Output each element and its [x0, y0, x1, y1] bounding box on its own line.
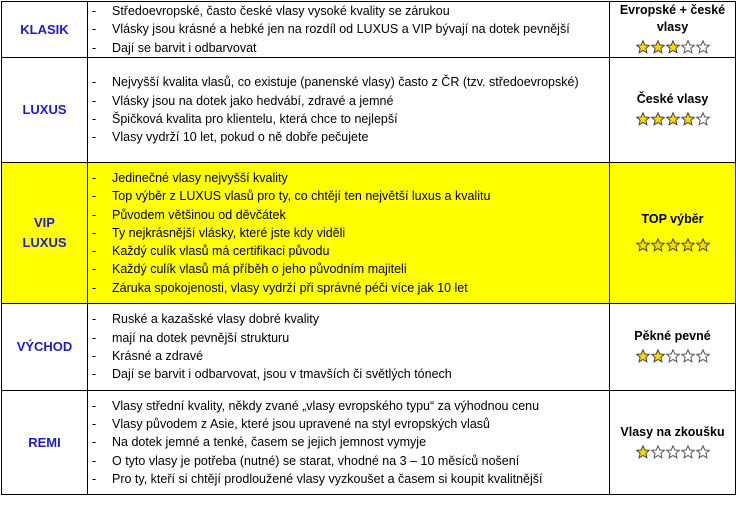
table-row-vychod [2, 304, 736, 391]
filled-star-icon [696, 238, 710, 252]
dash-bullet-icon: - [92, 75, 97, 90]
bullet-item [88, 206, 603, 224]
empty-star-icon [681, 40, 695, 54]
bullet-item [88, 169, 603, 187]
dash-bullet-icon: - [92, 130, 97, 145]
bullet-text: Vlasy vydrží 10 let, pokud o ně dobře pečujete [112, 130, 369, 145]
dash-bullet-icon: - [92, 40, 97, 55]
filled-star-icon [681, 112, 695, 126]
bullet-item [88, 415, 603, 433]
dash-bullet-icon: - [92, 207, 97, 222]
rating-cell [610, 58, 736, 163]
empty-star-icon [666, 349, 680, 363]
empty-star-icon [696, 112, 710, 126]
bullet-list [88, 73, 609, 146]
table-row-klasik [2, 2, 736, 58]
rating-cell [610, 2, 736, 58]
empty-star-icon [651, 445, 665, 459]
bullet-text: Pro ty, kteří si chtějí prodloužené vlasy vyzkoušet a časem si koupit kvalitnější [112, 471, 543, 486]
dash-bullet-icon: - [92, 312, 97, 327]
bullet-text: mají na dotek pevnější strukturu [112, 330, 290, 345]
category-remi [2, 391, 88, 495]
empty-star-icon [696, 349, 710, 363]
filled-star-icon [681, 238, 695, 252]
bullet-item [88, 329, 603, 347]
filled-star-icon [636, 238, 650, 252]
category-label: LUXUS [22, 102, 67, 117]
filled-star-icon [651, 40, 665, 54]
bullet-text: O tyto vlasy je potřeba (nutné) se starat, vhodné na 3 – 10 měsíců nošení [112, 453, 520, 468]
bullet-text: Jedinečné vlasy nejvyšší kvality [112, 170, 288, 185]
table-row-remi [2, 391, 736, 495]
bullet-item [88, 224, 603, 242]
dash-bullet-icon: - [92, 93, 97, 108]
category-klasik [2, 2, 88, 58]
dash-bullet-icon: - [92, 398, 97, 413]
empty-star-icon [666, 445, 680, 459]
bullet-text: Vlasy střední kvality, někdy zvané „vlasy evropského typu“ za výhodnou cenu [112, 398, 540, 413]
bullet-item [88, 20, 603, 38]
category-label: VIP LUXUS [22, 215, 67, 250]
rating-label: České vlasy [636, 92, 709, 106]
description-cell [88, 58, 610, 163]
bullet-text: Špičková kvalita pro klientelu, která chce to nejlepší [112, 112, 398, 126]
bullet-text: Původem většinou od děvčátek [112, 207, 286, 222]
category-vip-luxus [2, 163, 88, 304]
empty-star-icon [681, 445, 695, 459]
star-rating [635, 349, 710, 363]
bullet-item [88, 279, 603, 297]
filled-star-icon [666, 238, 680, 252]
dash-bullet-icon: - [92, 225, 97, 240]
filled-star-icon [636, 112, 650, 126]
empty-star-icon [681, 349, 695, 363]
hair-quality-table [1, 1, 736, 495]
bullet-item [88, 128, 603, 146]
category-luxus [2, 58, 88, 163]
dash-bullet-icon: - [92, 280, 97, 295]
bullet-text: Vlasy původem z Asie, které jsou upravené na styl evropských vlasů [112, 417, 490, 432]
comparison-table-wrapper [1, 1, 736, 495]
dash-bullet-icon: - [92, 471, 97, 486]
dash-bullet-icon: - [92, 367, 97, 382]
filled-star-icon [636, 445, 650, 459]
filled-star-icon [636, 349, 650, 363]
bullet-text: Vlásky jsou na dotek jako hedvábí, zdravé a jemné [112, 93, 394, 108]
bullet-text: Ty nejkrásnější vlásky, které jste kdy viděli [112, 225, 346, 240]
bullet-item [88, 260, 603, 278]
table-row-vip-luxus [2, 163, 736, 304]
category-label: VÝCHOD [16, 339, 73, 354]
category-label: REMI [28, 434, 61, 450]
dash-bullet-icon: - [92, 349, 97, 363]
bullet-text: Záruka spokojenosti, vlasy vydrží při správné péči více jak 10 let [112, 280, 468, 295]
bullet-item [88, 39, 603, 57]
dash-bullet-icon: - [92, 435, 97, 450]
dash-bullet-icon: - [92, 112, 97, 126]
bullet-item [88, 365, 603, 383]
rating-cell [610, 163, 736, 304]
bullet-item [88, 187, 603, 205]
rating-label: Evropské + české vlasy [619, 3, 726, 34]
rating-cell [610, 391, 736, 495]
bullet-text: Ruské a kazašské vlasy dobré kvality [112, 312, 320, 327]
description-cell [88, 391, 610, 495]
star-rating [635, 238, 710, 252]
bullet-list [88, 310, 609, 383]
dash-bullet-icon: - [92, 4, 97, 19]
bullet-item [88, 2, 603, 20]
bullet-text: Každý culík vlasů má certifikaci původu [112, 244, 330, 259]
rating-label: TOP výběr [641, 212, 704, 226]
bullet-text: Nejvyšší kvalita vlasů, co existuje (panenské vlasy) často z ČR (tzv. středoevropské) [112, 75, 579, 90]
dash-bullet-icon: - [92, 330, 97, 345]
bullet-text: Středoevropské, často české vlasy vysoké kvality se zárukou [112, 4, 450, 19]
bullet-item [88, 242, 603, 260]
bullet-text: Každý culík vlasů má příběh o jeho původním majiteli [112, 262, 407, 277]
bullet-list [88, 169, 609, 297]
bullet-item [88, 347, 603, 365]
bullet-item [88, 397, 603, 415]
bullet-text: Krásné a zdravé [112, 349, 204, 363]
filled-star-icon [666, 40, 680, 54]
bullet-list [88, 2, 609, 57]
description-cell [88, 304, 610, 391]
empty-star-icon [696, 40, 710, 54]
empty-star-icon [696, 445, 710, 459]
dash-bullet-icon: - [92, 417, 97, 432]
bullet-item [88, 433, 603, 451]
rating-cell [610, 304, 736, 391]
bullet-item [88, 110, 603, 128]
bullet-text: Dají se barvit i odbarvovat, jsou v tmavších či světlých tónech [112, 367, 452, 382]
bullet-text: Dají se barvit i odbarvovat [112, 40, 257, 55]
dash-bullet-icon: - [92, 189, 97, 204]
description-cell [88, 2, 610, 58]
bullet-text: Na dotek jemné a tenké, časem se jejich jemnost vymyje [112, 435, 427, 450]
dash-bullet-icon: - [92, 453, 97, 468]
filled-star-icon [651, 349, 665, 363]
bullet-text: Vlásky jsou krásné a hebké jen na rozdíl od LUXUS a VIP bývají na dotek pevnější [112, 22, 570, 37]
filled-star-icon [651, 238, 665, 252]
bullet-text: Top výběr z LUXUS vlasů pro ty, co chtějí ten největší luxus a kvalitu [112, 189, 491, 204]
dash-bullet-icon: - [92, 22, 97, 37]
star-rating [635, 40, 710, 54]
description-cell [88, 163, 610, 304]
category-vychod [2, 304, 88, 391]
dash-bullet-icon: - [92, 244, 97, 259]
category-label: KLASIK [20, 21, 69, 37]
bullet-item [88, 470, 603, 488]
bullet-list [88, 397, 609, 488]
filled-star-icon [666, 112, 680, 126]
star-rating [635, 112, 710, 126]
star-rating [635, 445, 710, 459]
bullet-item [88, 310, 603, 328]
filled-star-icon [636, 40, 650, 54]
rating-label: Pěkné pevné [634, 329, 711, 343]
dash-bullet-icon: - [92, 170, 97, 185]
table-row-luxus [2, 58, 736, 163]
bullet-item [88, 92, 603, 110]
bullet-item [88, 73, 603, 91]
filled-star-icon [651, 112, 665, 126]
bullet-item [88, 452, 603, 470]
dash-bullet-icon: - [92, 262, 97, 277]
rating-label: Vlasy na zkoušku [620, 424, 725, 439]
